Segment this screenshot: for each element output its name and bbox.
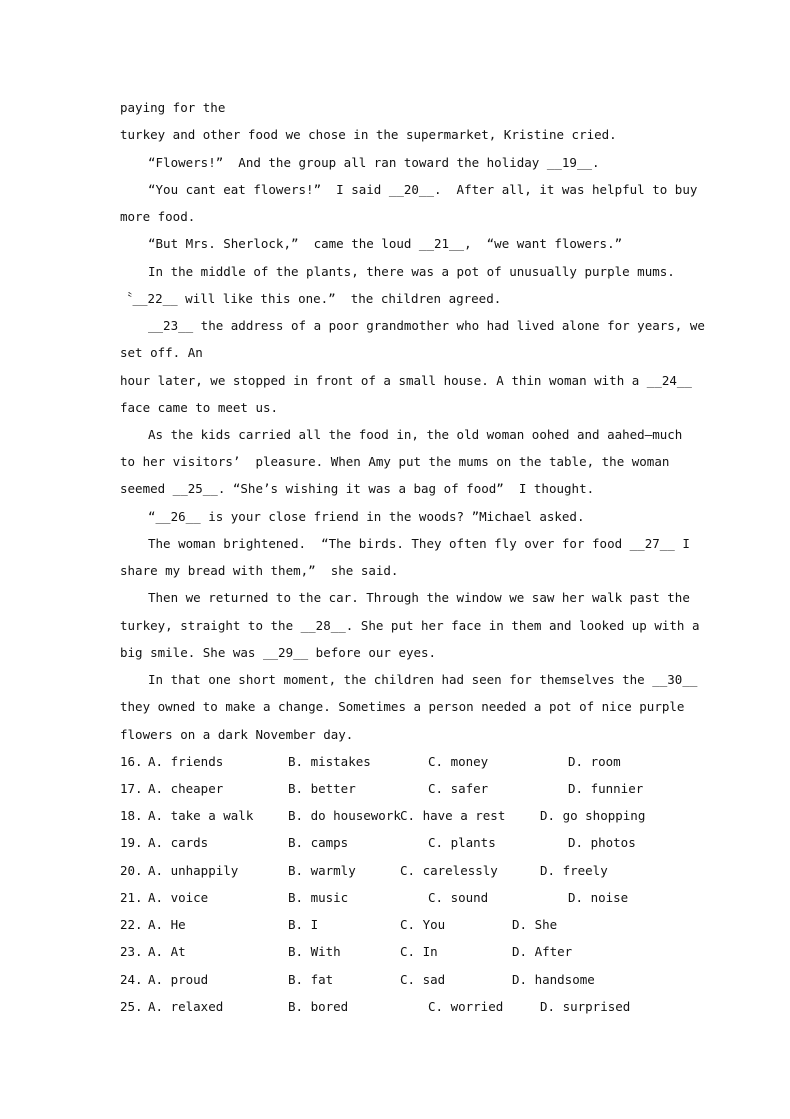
option-a: A. cheaper — [148, 781, 224, 796]
passage-line: turkey and other food we chose in the supermarket, Kristine cried. — [120, 127, 617, 142]
option-c: C. carelessly — [400, 863, 498, 878]
passage-line: __23__ the address of a poor grandmother who had lived alone for years, we — [148, 318, 705, 333]
passage-line: they owned to make a change. Sometimes a person needed a pot of nice purple — [120, 699, 685, 714]
option-c: C. safer — [428, 781, 489, 796]
question-number: 23. — [120, 944, 143, 959]
passage-line: “Flowers!” And the group all ran toward the holiday __19__. — [148, 155, 600, 170]
question-number: 24. — [120, 972, 143, 987]
passage-line: face came to meet us. — [120, 400, 279, 415]
option-b: B. do housework — [288, 808, 401, 823]
question-number: 18. — [120, 808, 143, 823]
option-c: C. sad — [400, 972, 446, 987]
passage-line: flowers on a dark November day. — [120, 727, 354, 742]
option-b: B. camps — [288, 835, 349, 850]
option-b: B. With — [288, 944, 341, 959]
passage-line: big smile. She was __29__ before our eyes. — [120, 645, 437, 660]
question-number: 25. — [120, 999, 143, 1014]
option-b: B. bored — [288, 999, 349, 1014]
option-c: C. sound — [428, 890, 489, 905]
option-d: D. After — [512, 944, 573, 959]
option-a: A. cards — [148, 835, 209, 850]
question-number: 19. — [120, 835, 143, 850]
option-c: C. plants — [428, 835, 496, 850]
option-a: A. friends — [148, 754, 224, 769]
passage-line: share my bread with them,” she said. — [120, 563, 399, 578]
passage-line: hour later, we stopped in front of a small house. A thin woman with a __24__ — [120, 373, 692, 388]
option-d: D. room — [568, 754, 621, 769]
option-a: A. voice — [148, 890, 209, 905]
passage-line: 〝__22__ will like this one.” the children agreed. — [120, 291, 502, 306]
option-d: D. go shopping — [540, 808, 646, 823]
passage-line: “You cant eat flowers!” I said __20__. After all, it was helpful to buy — [148, 182, 698, 197]
option-a: A. At — [148, 944, 186, 959]
option-d: D. noise — [568, 890, 629, 905]
option-b: B. fat — [288, 972, 334, 987]
passage-line: Then we returned to the car. Through the window we saw her walk past the — [148, 590, 690, 605]
option-d: D. funnier — [568, 781, 644, 796]
passage-line: “__26__ is your close friend in the woods? ”Michael asked. — [148, 509, 585, 524]
option-c: C. money — [428, 754, 489, 769]
option-d: D. freely — [540, 863, 608, 878]
option-a: A. relaxed — [148, 999, 224, 1014]
passage-line: seemed __25__. “She’s wishing it was a bag of food” I thought. — [120, 481, 595, 496]
option-b: B. warmly — [288, 863, 356, 878]
option-d: D. She — [512, 917, 558, 932]
passage-line: In that one short moment, the children had seen for themselves the __30__ — [148, 672, 698, 687]
passage-line: turkey, straight to the __28__. She put her face in them and looked up with a — [120, 618, 700, 633]
passage-line: In the middle of the plants, there was a pot of unusually purple mums. — [148, 264, 675, 279]
option-a: A. unhappily — [148, 863, 239, 878]
option-d: D. surprised — [540, 999, 631, 1014]
question-number: 16. — [120, 754, 143, 769]
option-c: C. You — [400, 917, 446, 932]
passage-line: The woman brightened. “The birds. They often fly over for food __27__ I — [148, 536, 690, 551]
question-number: 21. — [120, 890, 143, 905]
option-a: A. proud — [148, 972, 209, 987]
passage-line: “But Mrs. Sherlock,” came the loud __21__, “we want flowers.” — [148, 236, 623, 251]
option-d: D. handsome — [512, 972, 595, 987]
option-b: B. music — [288, 890, 349, 905]
option-c: C. worried — [428, 999, 504, 1014]
question-number: 20. — [120, 863, 143, 878]
option-d: D. photos — [568, 835, 636, 850]
option-b: B. mistakes — [288, 754, 371, 769]
option-b: B. I — [288, 917, 319, 932]
option-c: C. In — [400, 944, 438, 959]
passage-line: to her visitors’ pleasure. When Amy put the mums on the table, the woman — [120, 454, 670, 469]
option-b: B. better — [288, 781, 356, 796]
passage-line: set off. An — [120, 345, 203, 360]
question-number: 17. — [120, 781, 143, 796]
passage-line: As the kids carried all the food in, the old woman oohed and aahed—much — [148, 427, 683, 442]
passage-line: paying for the — [120, 100, 226, 115]
option-a: A. take a walk — [148, 808, 254, 823]
option-a: A. He — [148, 917, 186, 932]
passage-line: more food. — [120, 209, 196, 224]
option-c: C. have a rest — [400, 808, 506, 823]
question-number: 22. — [120, 917, 143, 932]
